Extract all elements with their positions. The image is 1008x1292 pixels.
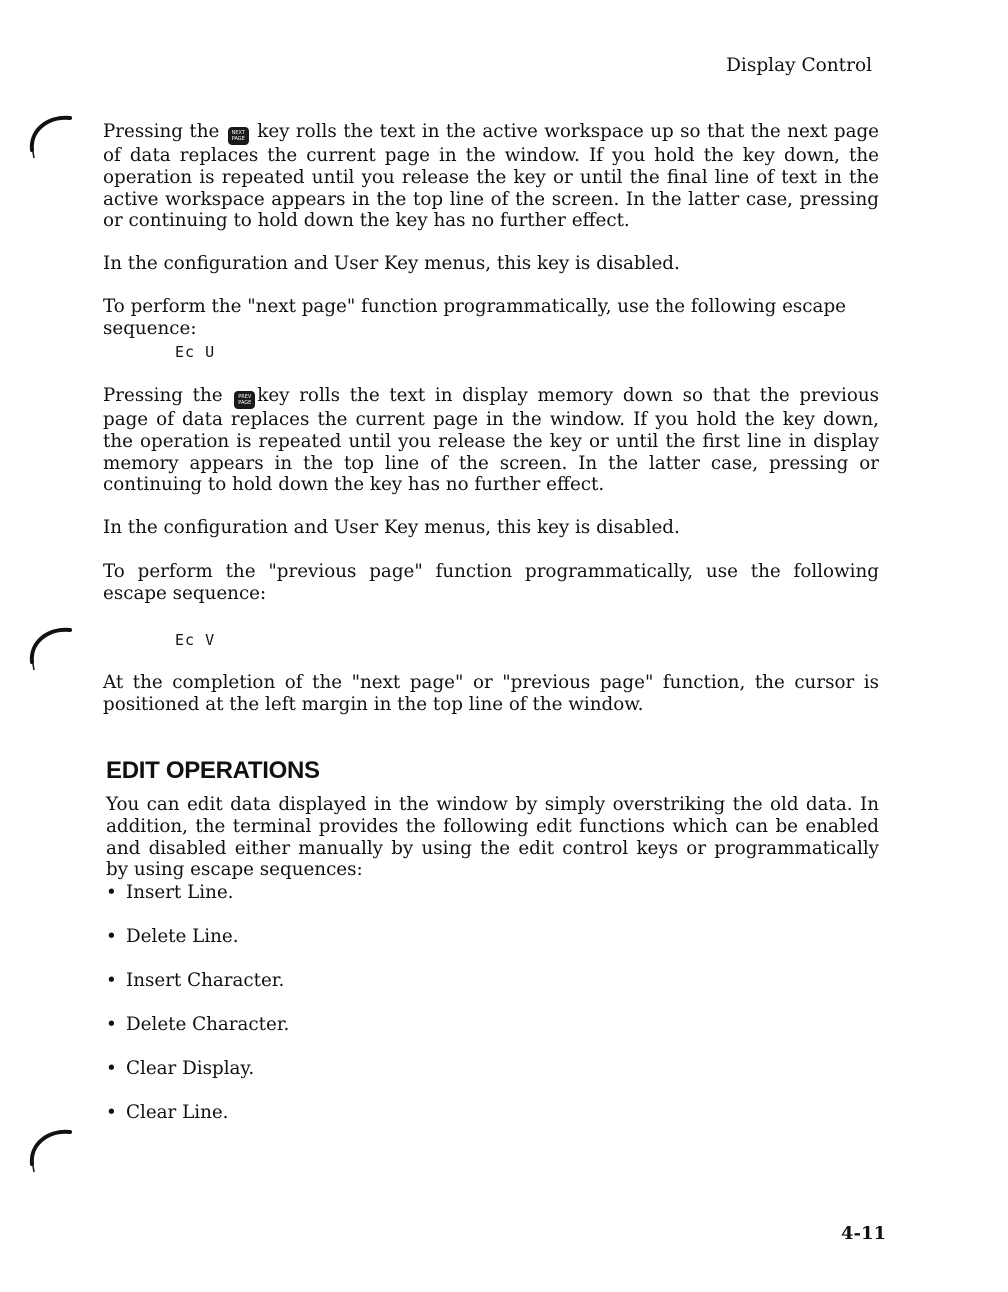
bullet-icon: • [106, 1058, 117, 1079]
prev-page-description: key rolls the text in display memory down so that the previous page of data replaces the current page in the window. If you hold the key down, the operation is repeated until you release the key or until the first line in display memory appears in the top line of the screen. In the latter case, pressing or continuing to hold down the key has no further effect. [103, 385, 879, 496]
completion-note: At the completion of the "next page" or "previous page" function, the cursor is positioned at the left margin in the top line of the window. [103, 672, 879, 715]
list-item-text: Clear Display. [126, 1058, 255, 1079]
bullet-icon: • [106, 1102, 117, 1123]
section-heading: EDIT OPERATIONS [106, 757, 320, 784]
next-page-key-icon [228, 127, 249, 145]
prev-page-key-line1: PREV [238, 394, 252, 400]
next-page-key-line2: PAGE [231, 136, 245, 142]
next-page-escape-instruction: To perform the "next page" function programmatically, use the following escape sequence: [103, 296, 846, 339]
list-item [106, 1101, 289, 1145]
page-number: 4-11 [840, 1223, 886, 1244]
edit-operations-intro: You can edit data displayed in the window by simply overstriking the old data. In addition, the terminal provides the following edit functions which can be enabled and disabled either manually by using the edit control keys or programmatically by using escape sequences: [106, 794, 879, 881]
next-page-intro: Pressing the [103, 121, 220, 142]
next-page-escape-sequence: Ec U [175, 343, 216, 361]
bullet-icon: • [106, 926, 117, 947]
prev-page-escape-instruction: To perform the "previous page" function programmatically, use the following escape sequence: [103, 561, 879, 604]
prev-page-key-line2: PAGE [238, 400, 252, 406]
prev-page-escape-sequence: Ec V [175, 631, 216, 649]
next-page-description: key rolls the text in the active workspace up so that the next page of data replaces the current page in the window. If you hold the key down, the operation is repeated until you release the key or until the final line of text in the active workspace appears in the top line of the screen. In the latter case, pressing or continuing to hold down the key has no further effect. [103, 121, 879, 232]
list-item-text: Clear Line. [126, 1102, 229, 1123]
next-page-key-line1: NEXT [231, 130, 245, 136]
binding-hole-mark-icon [22, 618, 78, 674]
bullet-icon: • [106, 970, 117, 991]
prev-page-key-icon [234, 391, 255, 409]
list-item-text: Delete Character. [126, 1014, 290, 1035]
edit-functions-list [106, 881, 289, 1145]
prev-page-paragraph [103, 385, 879, 496]
bullet-icon: • [106, 882, 117, 903]
list-item [106, 925, 289, 969]
list-item-text: Delete Line. [126, 926, 239, 947]
list-item [106, 1057, 289, 1101]
next-page-paragraph [103, 121, 879, 232]
bullet-icon: • [106, 1014, 117, 1035]
prev-page-disabled-note: In the configuration and User Key menus, this key is disabled. [103, 517, 680, 538]
binding-hole-mark-icon [22, 1120, 78, 1176]
list-item [106, 1013, 289, 1057]
binding-hole-mark-icon [22, 106, 78, 162]
prev-page-intro: Pressing the [103, 385, 223, 406]
list-item [106, 969, 289, 1013]
next-page-disabled-note: In the configuration and User Key menus, this key is disabled. [103, 253, 680, 274]
running-header: Display Control [726, 55, 872, 76]
list-item-text: Insert Character. [126, 970, 285, 991]
list-item-text: Insert Line. [126, 882, 234, 903]
list-item [106, 881, 289, 925]
